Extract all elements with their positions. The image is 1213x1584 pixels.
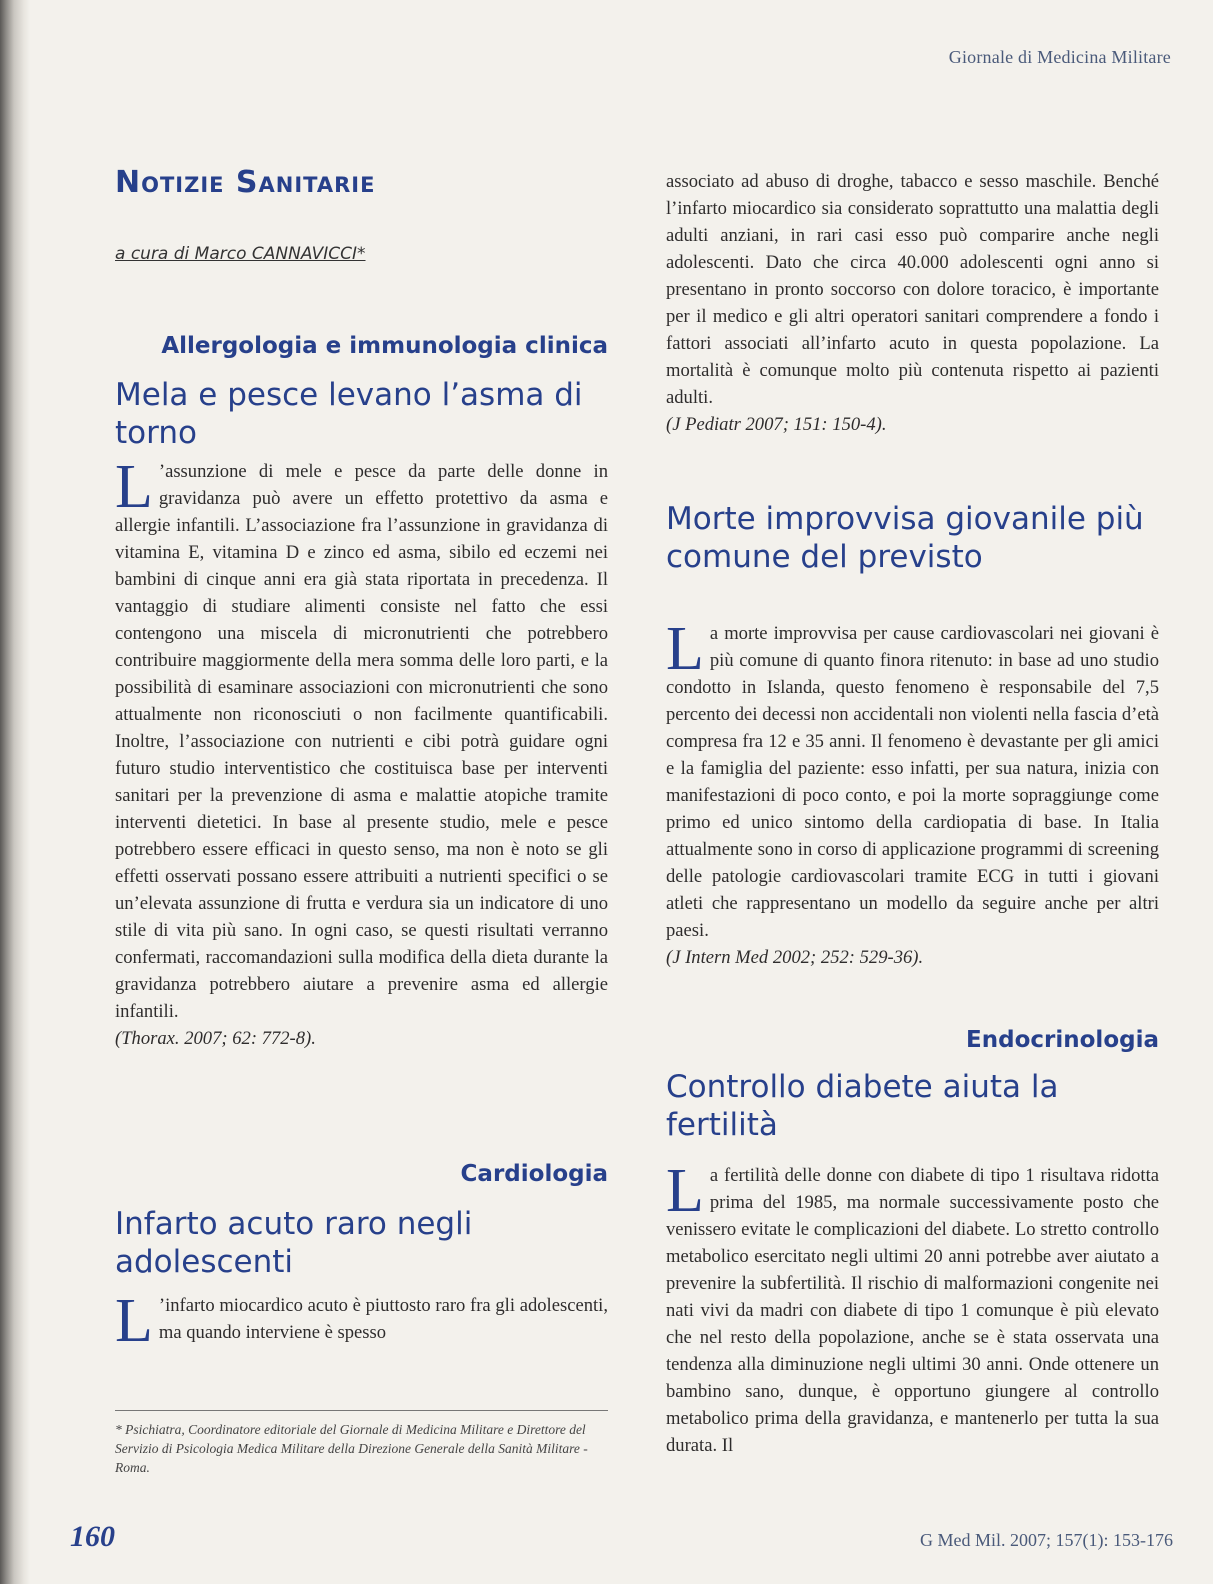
drop-cap: L xyxy=(115,453,153,521)
article-body xyxy=(115,1287,608,1355)
curator-byline: a cura di Marco CANNAVICCI* xyxy=(115,244,366,264)
article-body xyxy=(666,1157,1159,1459)
article-body-continued xyxy=(666,168,1159,438)
article-citation: (J Pediatr 2007; 151: 150-4). xyxy=(666,414,887,435)
article-body xyxy=(666,615,1159,971)
footnote: * Psichiatra, Coordinatore editoriale del Giornale di Medicina Militare e Direttore del Servizio di Psicologia Medica Militare della Direzione Generale della Sanità Militare - Roma. xyxy=(115,1422,588,1475)
drop-cap: L xyxy=(666,615,704,683)
article-headline: Morte improvvisa giovanile più comune del previsto xyxy=(666,501,1144,575)
article-headline: Controllo diabete aiuta la fertilità xyxy=(666,1069,1059,1143)
article-text: a fertilità delle donne con diabete di tipo 1 risultava ridotta prima del 1985, ma normale successivamente posto che venissero evitate le complicazioni del diabete. Lo stretto controllo metabolico esercitato negli ultimi 20 anni potrebbe aver aiutato a prevenire la subfertilità. Il rischio di malformazioni congenite nei nati vivi da madri con diabete di tipo 1 comunque è più elevato che nel resto della popolazione, anche se è stata osservata una tendenza alla diminuzione negli ultimi 30 anni. Onde ottenere un bambino sano, dunque, è opportuno giungere al controllo metabolico prima della gravidanza, e mantenerlo per tutta la sua durata. Il xyxy=(666,1165,1159,1456)
article-citation: (Thorax. 2007; 62: 772-8). xyxy=(115,1028,316,1049)
article-category: Cardiologia xyxy=(460,1161,608,1187)
article-headline: Infarto acuto raro negli adolescenti xyxy=(115,1206,473,1280)
article-body xyxy=(115,453,608,1052)
drop-cap: L xyxy=(115,1287,153,1355)
drop-cap: L xyxy=(666,1157,704,1225)
section-title: Notizie Sanitarie xyxy=(115,165,376,200)
page-number: 160 xyxy=(70,1520,115,1553)
article-text: a morte improvvisa per cause cardiovascolari nei giovani è più comune di quanto finora ritenuto: in base ad uno studio condotto in Islanda, questo fenomeno è responsabile del 7,5 percento dei decessi non accidentali non violenti nella fascia d’età compresa fra 12 e 35 anni. Il fenomeno è devastante per gli amici e la famiglia del paziente: esso infatti, per sua natura, inizia con manifestazioni di poco conto, e poi la morte sopraggiunge come primo ed unico sintomo della cardiopatia di base. In Italia attualmente sono in corso di applicazione programmi di screening delle patologie cardiovascolari tramite ECG in tutti i giovani atleti che rappresentano un modello da seguire anche per altri paesi. xyxy=(666,623,1159,941)
article-category: Endocrinologia xyxy=(966,1027,1159,1053)
article-text: associato ad abuso di droghe, tabacco e sesso maschile. Benché l’infarto miocardico sia considerato soprattutto una malattia degli adulti anziani, in rari casi esso può comparire anche negli adolescenti. Dato che circa 40.000 adolescenti ogni anno si presentano in pronto soccorso con dolore toracico, è importante per il medico e gli altri operatori sanitari comprendere a fondo i fattori associati all’infarto acuto in questa popolazione. La mortalità è comunque molto più contenuta rispetto ai pazienti adulti. xyxy=(666,171,1159,408)
footnote-divider xyxy=(115,1410,608,1411)
article-headline: Mela e pesce levano l’asma di torno xyxy=(115,377,583,451)
page-binding-shadow xyxy=(0,0,30,1584)
running-header: Giornale di Medicina Militare xyxy=(948,47,1171,67)
article-text: ’assunzione di mele e pesce da parte delle donne in gravidanza può avere un effetto protettivo da asma e allergie infantili. L’associazione fra l’assunzione in gravidanza di vitamina E, vitamina D e zinco ed asma, sibilo ed eczemi nei bambini di cinque anni era già stata riportata in precedenza. Il vantaggio di studiare alimenti consiste nel fatto che essi contengono una miscela di micronutrienti che potrebbero contribuire maggiormente della mera somma delle loro parti, e la possibilità di esaminare associazioni con micronutrienti che sono attualmente non riconosciuti o non facilmente quantificabili. Inoltre, l’associazione con nutrienti e cibi potrà guidare ogni futuro studio interventistico che costituisca base per interventi sanitari per la prevenzione di asma e malattie atopiche tramite interventi dietetici. In base al presente studio, mele e pesce potrebbero essere efficaci in questo senso, ma non è noto se gli effetti osservati possano essere attribuiti a nutrienti specifici o se un’elevata assunzione di frutta e verdura sia un indicatore di uno stile di vita più sano. In ogni caso, se questi risultati verranno confermati, raccomandazioni sulla modifica della dieta durante la gravidanza potrebbero aiutare a prevenire asma ed allergie infantili. xyxy=(115,461,608,1022)
journal-citation: G Med Mil. 2007; 157(1): 153-176 xyxy=(920,1530,1173,1550)
article-text: ’infarto miocardico acuto è piuttosto raro fra gli adolescenti, ma quando interviene è spesso xyxy=(158,1295,608,1343)
article-citation: (J Intern Med 2002; 252: 529-36). xyxy=(666,947,924,968)
article-category: Allergologia e immunologia clinica xyxy=(161,333,608,359)
